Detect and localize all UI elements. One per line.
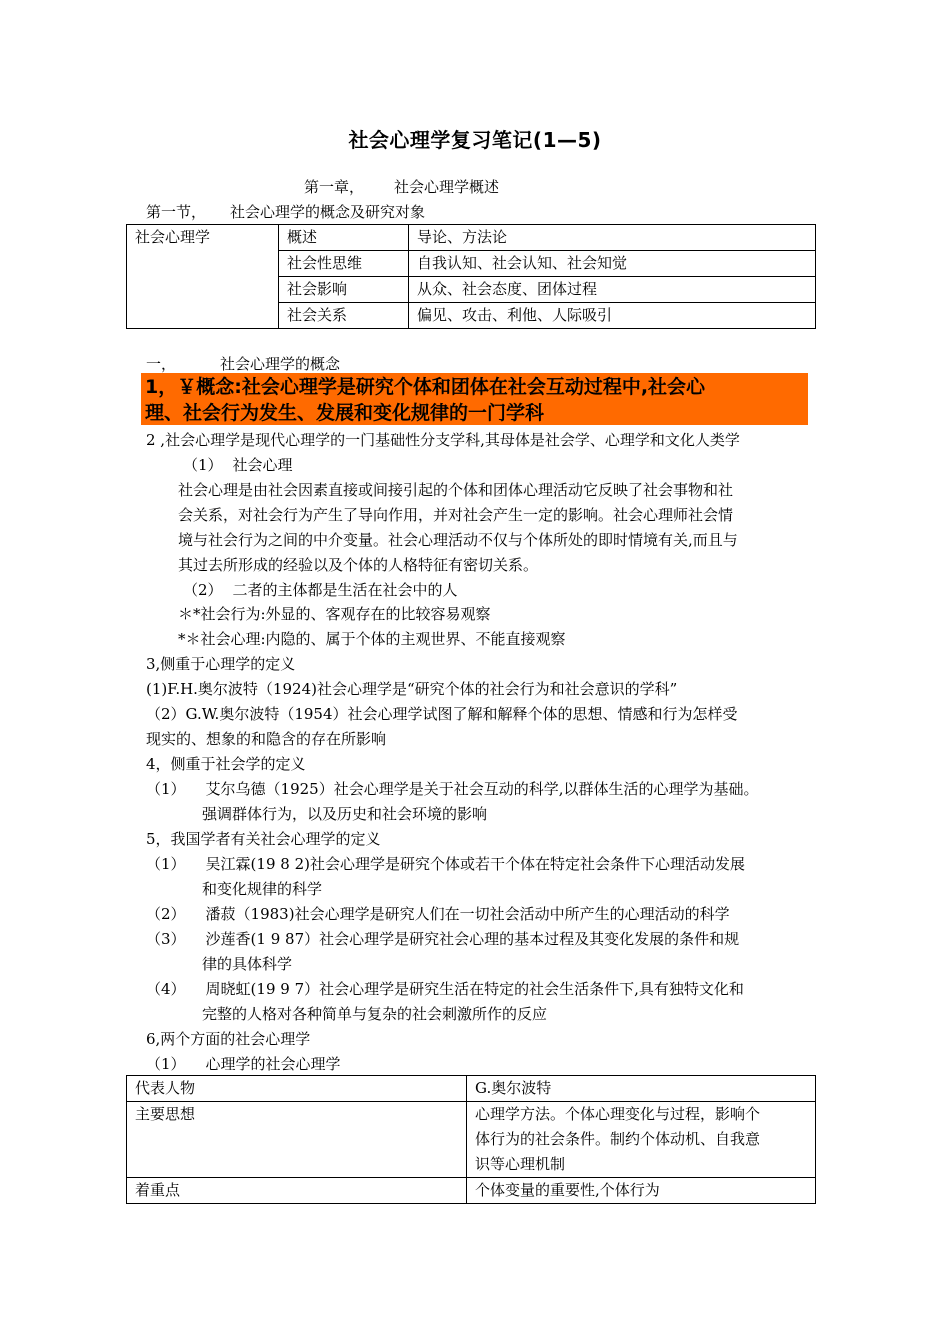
definition-3-2-cont: 现实的、想象的和隐含的存在所影响 [146,730,387,748]
table-cell: 社会性思维 [279,251,409,277]
definition-5-3-cont: 律的具体科学 [202,955,293,973]
item-number: （2） [183,581,223,599]
table-cell-subject: 社会心理学 [127,225,279,329]
chapter-name: 社会心理学概述 [394,178,500,196]
body-line: 其过去所形成的经验以及个体的人格特征有密切关系。 [178,556,539,574]
highlighted-definition [145,374,810,426]
definition-5-3 [146,929,739,949]
definition-5-1 [146,854,745,874]
section-heading [146,202,425,222]
item-2-2 [183,580,458,600]
table-cell: G.奥尔波特 [467,1076,816,1102]
item-2-1 [183,455,293,475]
chapter-heading [304,177,499,197]
star-note-psychology: *＊社会心理:内隐的、属于个体的主观世界、不能直接观察 [178,630,566,648]
table-cell: 偏见、攻击、利他、人际吸引 [409,303,816,329]
highlight-line: 1，￥概念:社会心理学是研究个体和团体在社会互动过程中,社会心 [145,376,706,398]
definition-5-4-cont: 完整的人格对各种简单与复杂的社会刺激所作的反应 [202,1005,548,1023]
item-text: 吴江霖(19 8 2)社会心理学是研究个体或若干个体在特定社会条件下心理活动发展 [205,855,745,873]
body-line: 会关系，对社会行为产生了导向作用，并对社会产生一定的影响。社会心理师社会情 [178,506,734,524]
table-cell: 导论、方法论 [409,225,816,251]
item-number: （4） [146,980,186,998]
paragraph-2: 2 ,社会心理学是现代心理学的一门基础性分支学科,其母体是社会学、心理学和文化人类学 [146,431,740,449]
highlight-line: 理、社会行为发生、发展和变化规律的一门学科 [145,402,545,424]
item-6-1 [146,1054,341,1074]
definition-4-1 [146,779,759,799]
table-cell: 概述 [279,225,409,251]
paragraph-4: 4，侧重于社会学的定义 [146,755,306,773]
definition-3-1: (1)F.H.奥尔波特（1924)社会心理学是“研究个体的社会行为和社会意识的学科” [146,680,678,698]
definition-5-4 [146,979,744,999]
item-number: （2） [146,905,186,923]
subsection-title: 社会心理学的概念 [220,355,341,373]
table-cell: 社会关系 [279,303,409,329]
table-cell: 代表人物 [127,1076,467,1102]
item-number: （1） [146,1055,186,1073]
item-text: 二者的主体都是生活在社会中的人 [232,581,458,599]
page-title: 社会心理学复习笔记(1—5) [348,128,602,152]
psychological-social-psychology-table [126,1075,816,1204]
item-text: 潘菽（1983)社会心理学是研究人们在一切社会活动中所产生的心理活动的科学 [205,905,730,923]
overview-table [126,224,816,329]
item-number: （1） [146,780,186,798]
subsection-heading [146,354,340,374]
item-text: 艾尔乌德（1925）社会心理学是关于社会互动的科学,以群体生活的心理学为基础。 [205,780,759,798]
paragraph-6: 6,两个方面的社会心理学 [146,1030,311,1048]
table-cell: 着重点 [127,1178,467,1204]
cell-line: 心理学方法。个体心理变化与过程，影响个 [475,1105,761,1123]
item-text: 周晓虹(19 9 7）社会心理学是研究生活在特定的社会生活条件下,具有独特文化和 [205,980,744,998]
section-number: 第一节， [146,203,207,221]
body-line: 社会心理是由社会因素直接或间接引起的个体和团体心理活动它反映了社会事物和社 [178,481,734,499]
definition-5-1-cont: 和变化规律的科学 [202,880,323,898]
definition-3-2: （2）G.W.奥尔波特（1954）社会心理学试图了解和解释个体的思想、情感和行为怎样受 [146,705,738,723]
paragraph-5: 5，我国学者有关社会心理学的定义 [146,830,381,848]
cell-line: 识等心理机制 [475,1155,566,1173]
cell-line: 体行为的社会条件。制约个体动机、自我意 [475,1130,761,1148]
star-note-behavior: ＊*社会行为:外显的、客观存在的比较容易观察 [178,605,491,623]
social-psychology-body [178,478,818,578]
subsection-number: 一， [146,355,177,373]
table-cell: 从众、社会态度、团体过程 [409,277,816,303]
item-number: （1） [146,855,186,873]
table-cell: 个体变量的重要性,个体行为 [467,1178,816,1204]
definition-4-1-cont: 强调群体行为，以及历史和社会环境的影响 [202,805,488,823]
section-name: 社会心理学的概念及研究对象 [230,203,426,221]
body-line: 境与社会行为之间的中介变量。社会心理活动不仅与个体所处的即时情境有关,而且与 [178,531,738,549]
item-number: （1） [183,456,223,474]
item-text: 沙莲香(1 9 87）社会心理学是研究社会心理的基本过程及其变化发展的条件和规 [205,930,740,948]
chapter-number: 第一章， [304,178,365,196]
item-text: 心理学的社会心理学 [205,1055,341,1073]
table-cell: 社会影响 [279,277,409,303]
table-cell [467,1102,816,1178]
table-cell: 自我认知、社会认知、社会知觉 [409,251,816,277]
definition-5-2 [146,904,730,924]
item-number: （3） [146,930,186,948]
paragraph-3: 3,侧重于心理学的定义 [146,655,296,673]
item-text: 社会心理 [232,456,293,474]
table-cell: 主要思想 [127,1102,467,1178]
